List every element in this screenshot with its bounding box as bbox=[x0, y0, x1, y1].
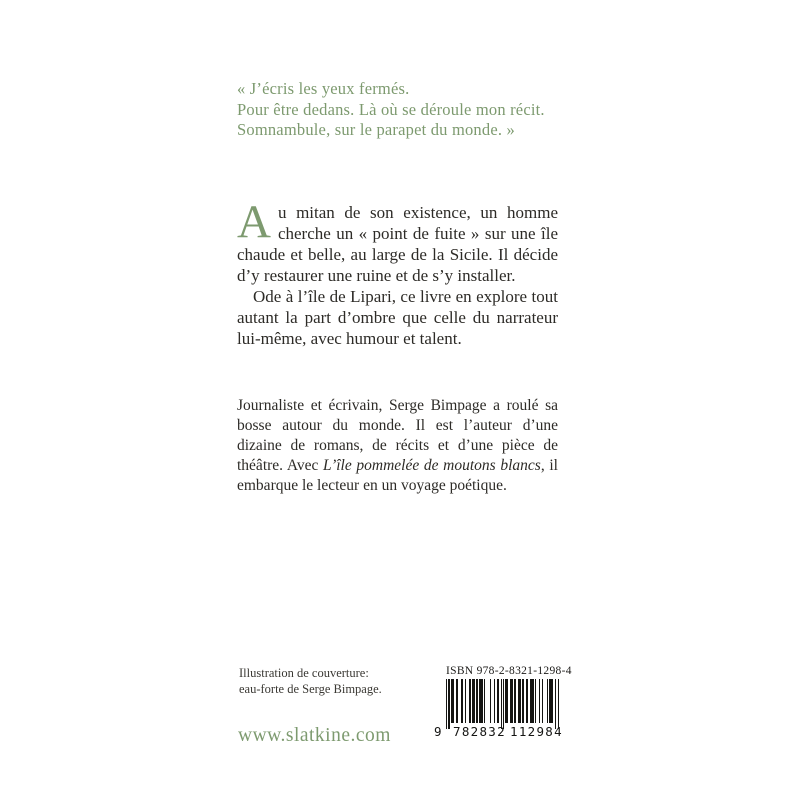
barcode-digits bbox=[434, 724, 562, 738]
isbn-barcode bbox=[434, 665, 572, 739]
epigraph-line: « J’écris les yeux fermés. bbox=[237, 79, 410, 98]
bio-text-start: Journaliste et écrivain, Serge Bimpage a roulé sa bosse autour du monde. Il est l’auteur d’une dizaine de romans, de récits et d’une pièce de théâtre. Avec bbox=[237, 397, 558, 474]
author-bio bbox=[237, 396, 558, 496]
drop-cap: A bbox=[237, 196, 271, 248]
epigraph-line: Pour être dedans. Là où se déroule mon récit. bbox=[237, 99, 545, 119]
book-title-italic: L’île pommelée de moutons blancs bbox=[323, 457, 541, 474]
synopsis-paragraph-2: Ode à l’île de Lipari, ce livre en explore tout autant la part d’ombre que celle du narrateur lui-même, avec humour et talent. bbox=[237, 287, 558, 348]
synopsis-paragraph-1 bbox=[237, 196, 558, 286]
bio-text-end: , il embarque le lecteur en un voyage poétique. bbox=[237, 457, 558, 494]
credit-line-2: eau-forte de Serge Bimpage. bbox=[239, 681, 382, 696]
barcode-digit-group: 782832 bbox=[453, 724, 506, 739]
epigraph-quote bbox=[237, 79, 545, 141]
barcode-digit-group: 112984 bbox=[510, 724, 563, 739]
epigraph-line: Somnambule, sur le parapet du monde. » bbox=[237, 120, 515, 139]
credit-line-1: Illustration de couverture: bbox=[239, 666, 369, 680]
cover-illustration-credit bbox=[239, 666, 382, 697]
barcode-bars bbox=[446, 679, 562, 729]
synopsis-paragraph-1-text: u mitan de son existence, un homme cherche un « point de fuite » sur une île chaude et belle, au large de la Sicile. Il décide d’y restaurer une ruine et de s’y installer. bbox=[237, 203, 558, 285]
isbn-number-label: ISBN 978-2-8321-1298-4 bbox=[446, 665, 572, 677]
publisher-website-link[interactable]: www.slatkine.com bbox=[238, 725, 391, 746]
barcode-digit-group: 9 bbox=[434, 724, 443, 739]
synopsis-text bbox=[237, 196, 558, 349]
